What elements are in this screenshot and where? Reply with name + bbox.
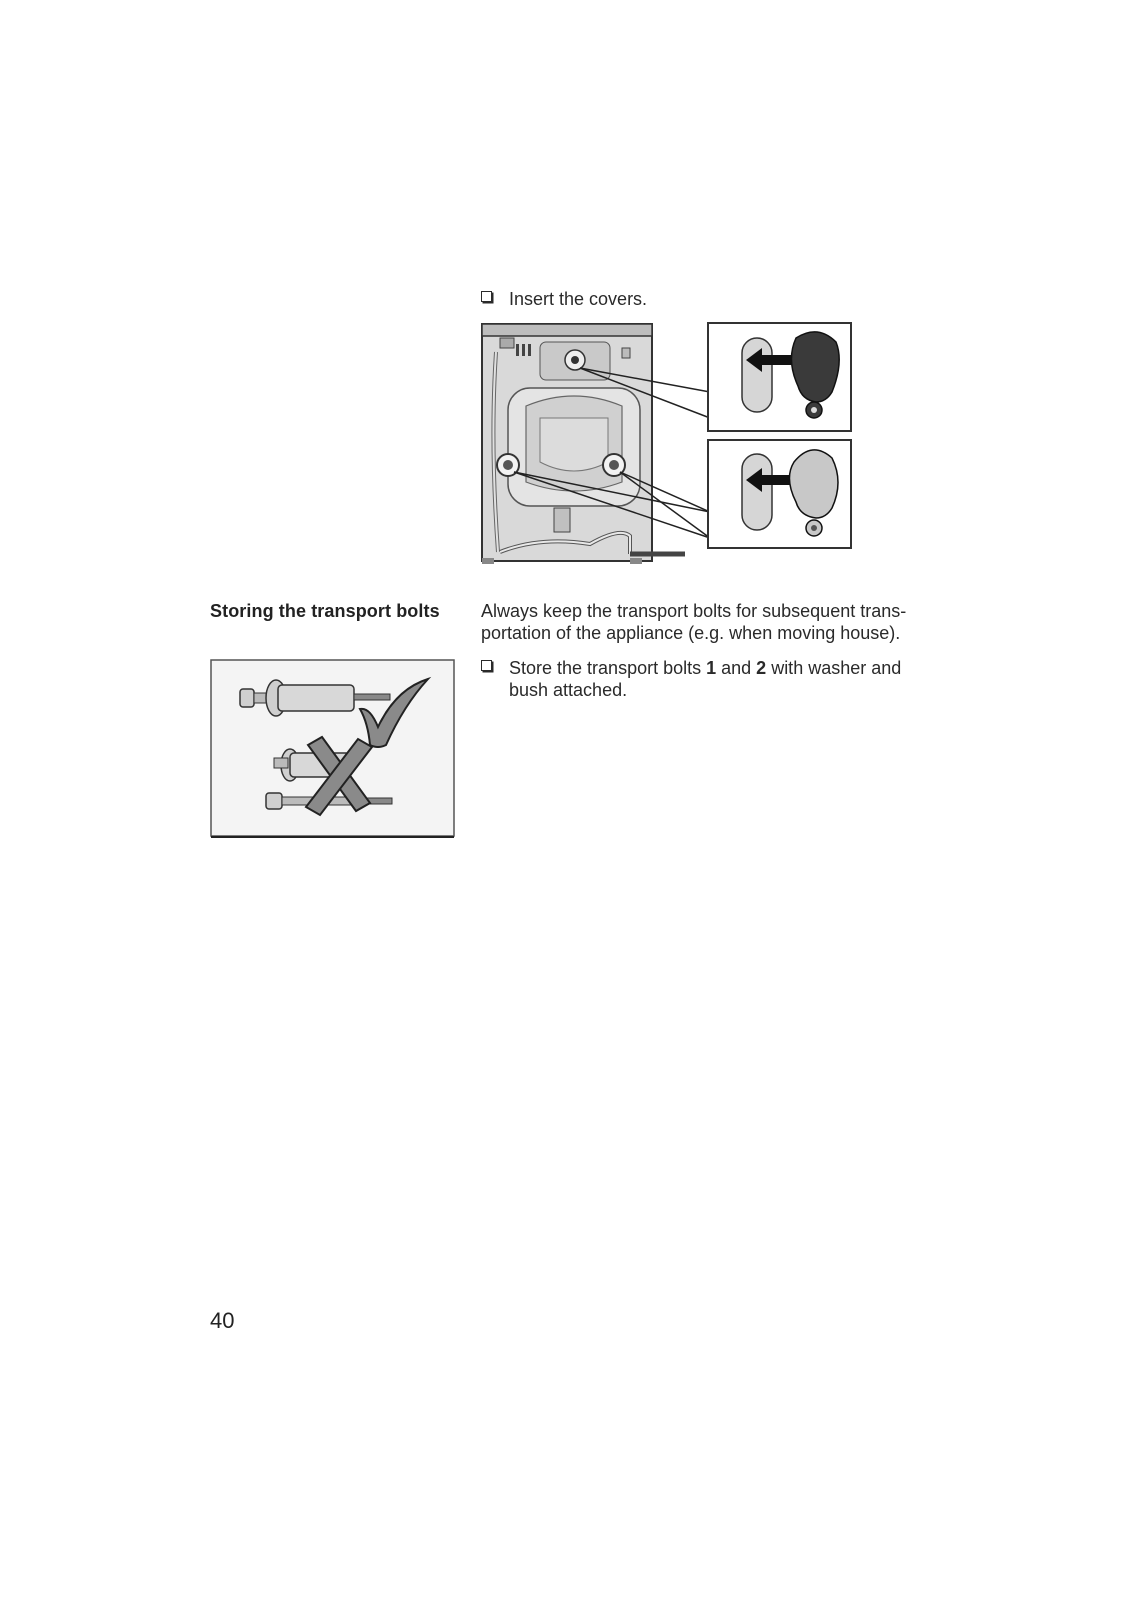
bolt-number-2: 2 <box>756 658 767 678</box>
page-number: 40 <box>210 1308 235 1333</box>
transport-bolts-illustration <box>210 659 455 839</box>
section-title: Storing the transport bolts <box>210 601 440 621</box>
intro-line-2: portation of the appliance (e.g. when moving house). <box>481 623 901 643</box>
bolt-number-1: 1 <box>706 658 717 678</box>
insert-covers-illustration <box>480 322 875 569</box>
intro-paragraph <box>481 600 941 644</box>
checkbox-bullet-icon <box>481 660 492 671</box>
intro-line-1: Always keep the transport bolts for subsequent trans- <box>481 601 907 621</box>
step-text: Store the transport bolts 1 and 2 with washer and bush attached. <box>509 658 902 700</box>
step-text: Insert the covers. <box>509 289 648 309</box>
checkbox-bullet-icon <box>481 291 492 302</box>
step-insert-covers <box>481 288 901 312</box>
step-store-bolts <box>481 657 941 703</box>
